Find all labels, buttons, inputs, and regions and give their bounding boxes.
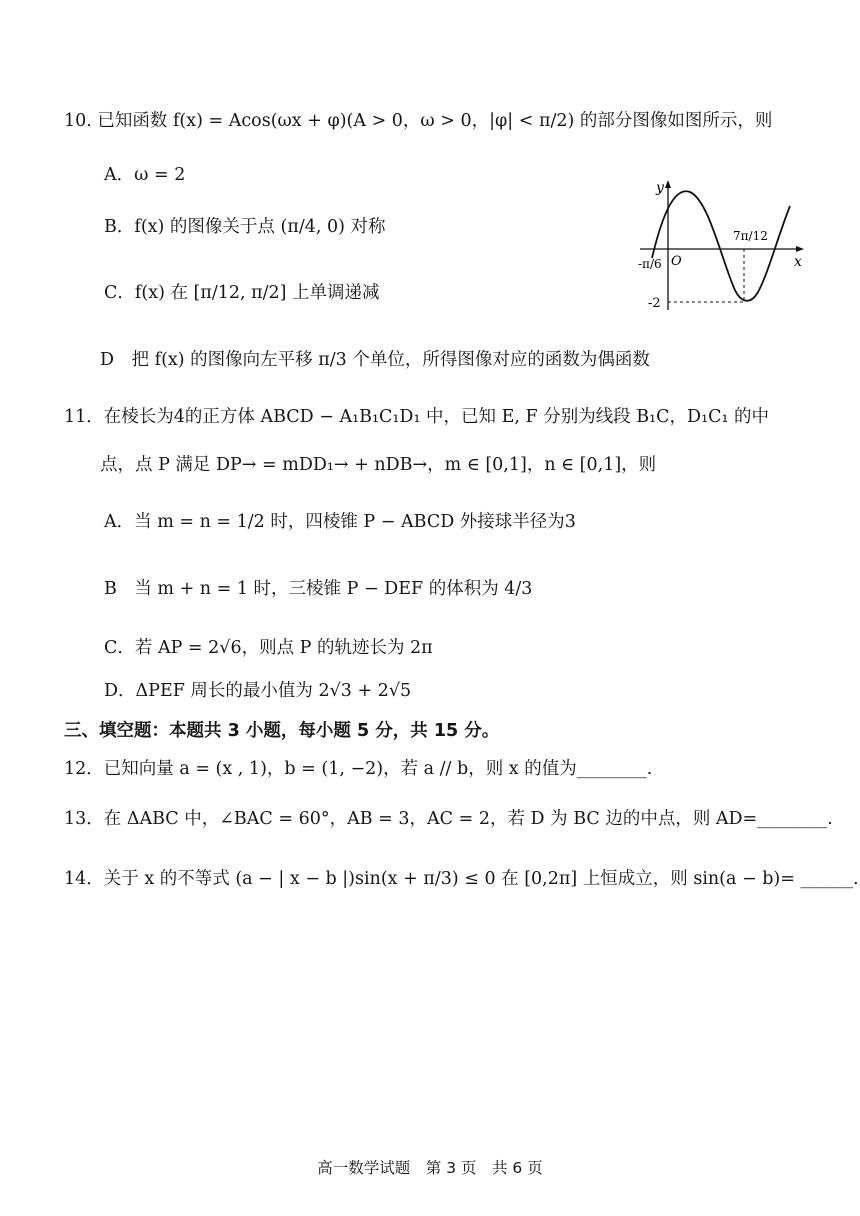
section-fill-in-title: 三、填空题：本题共 3 小题，每小题 5 分，共 15 分。 (64, 721, 500, 741)
q10-option-a: A．ω = 2 (104, 165, 186, 185)
q11-option-b: B 当 m + n = 1 时，三棱锥 P − DEF 的体积为 4/3 (104, 579, 533, 599)
q11-option-d: D．ΔPEF 周长的最小值为 2√3 + 2√5 (104, 681, 412, 701)
q10-option-c: C．f(x) 在 [π/12, π/2] 上单调递减 (104, 283, 380, 303)
question-14: 14．关于 x 的不等式 (a − | x − b |)sin(x + π/3) ≤ 0 在 [0,2π] 上恒成立，则 sin(a − b)= ______. (64, 869, 859, 889)
q11-option-c: C．若 AP = 2√6，则点 P 的轨迹长为 2π (104, 638, 433, 658)
min-value-label: -2 (648, 296, 661, 311)
page-footer: 高一数学试题 第 3 页 共 6 页 (317, 1159, 543, 1177)
left-tick-label: -π/6 (638, 257, 662, 271)
q11-option-a: A．当 m = n = 1/2 时，四棱锥 P − ABCD 外接球半径为3 (104, 512, 576, 532)
q10-option-d: D 把 f(x) 的图像向左平移 π/3 个单位，所得图像对应的函数为偶函数 (100, 350, 650, 370)
right-tick-label: 7π/12 (733, 229, 768, 243)
cosine-graph-figure (638, 176, 814, 314)
cosine-curve (652, 191, 790, 300)
x-axis-arrow (796, 246, 804, 252)
question-13: 13．在 ΔABC 中，∠BAC = 60°，AB = 3，AC = 2，若 D 为 BC 边的中点，则 AD=________. (64, 809, 833, 829)
y-axis-label: y (656, 180, 664, 196)
q10-stem: 10. 已知函数 f(x) = Acos(ωx + φ)(A > 0，ω > 0，|φ| < π/2) 的部分图像如图所示，则 (64, 111, 773, 131)
x-axis-label: x (794, 254, 802, 270)
q11-stem-line2: 点，点 P 满足 DP→ = mDD₁→ + nDB→，m ∈ [0,1]，n ∈ [0,1]，则 (100, 455, 657, 475)
q10-option-b: B．f(x) 的图像关于点 (π/4, 0) 对称 (104, 217, 386, 237)
origin-label: O (671, 254, 682, 269)
q11-stem-line1: 11．在棱长为4的正方体 ABCD − A₁B₁C₁D₁ 中，已知 E, F 分别为线段 B₁C，D₁C₁ 的中 (64, 407, 770, 427)
question-12: 12．已知向量 a = (x , 1)，b = (1, −2)，若 a // b，则 x 的值为________. (64, 759, 653, 779)
y-axis-arrow (665, 180, 671, 188)
